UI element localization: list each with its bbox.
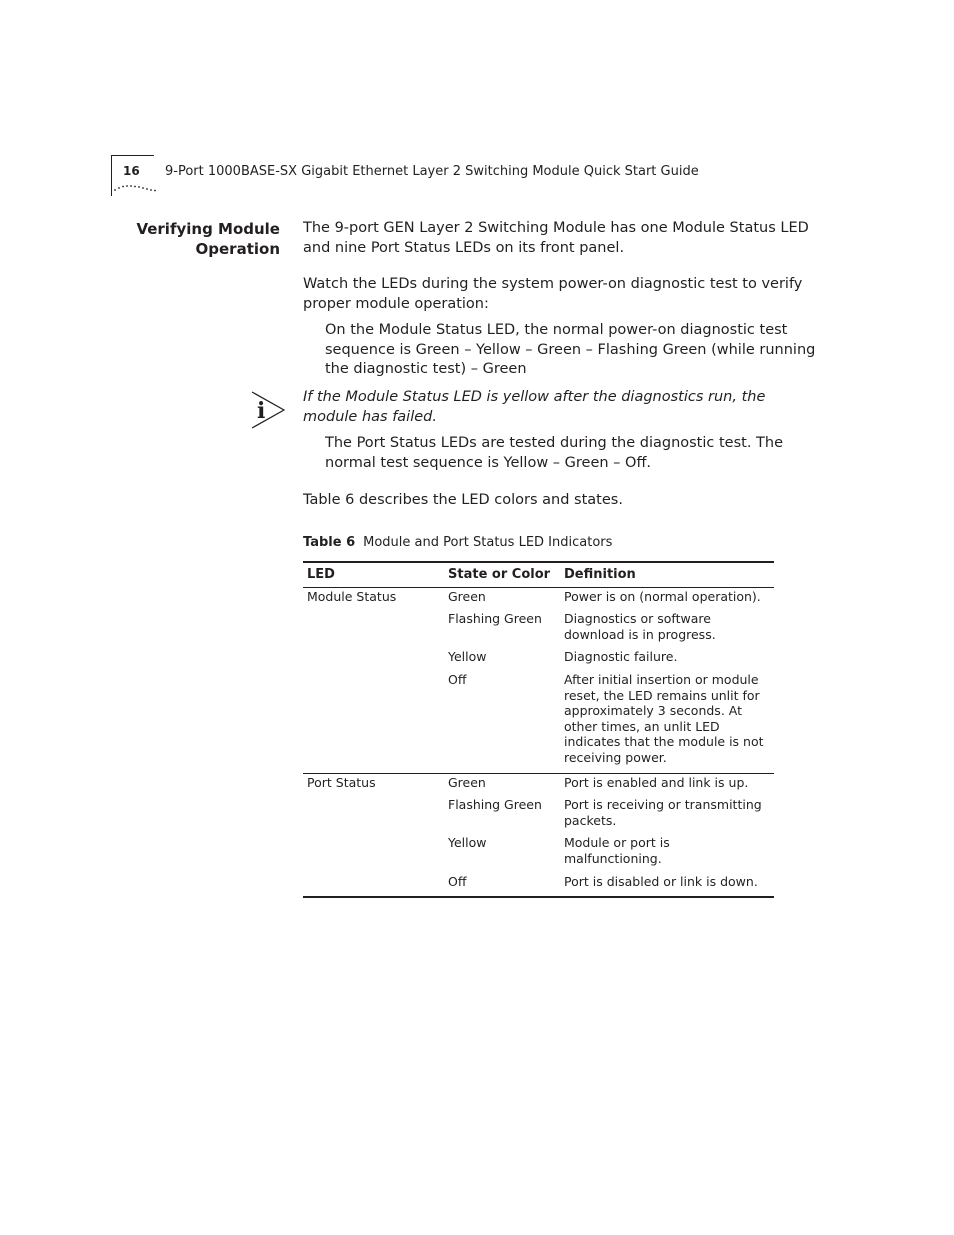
table-row	[303, 773, 774, 797]
table-cell: Green	[448, 774, 486, 790]
table-row	[303, 672, 774, 773]
table-cell: Module Status	[307, 588, 397, 604]
paragraph-intro: The 9-port GEN Layer 2 Switching Module has one Module Status LED and nine Port Status LEDs on its front panel.	[303, 220, 809, 256]
table-row	[303, 649, 774, 672]
page-number: 16	[123, 164, 140, 178]
table-cell: Port Status	[307, 774, 376, 790]
info-icon	[251, 391, 285, 429]
table-cell	[303, 835, 444, 873]
table-row	[303, 587, 774, 611]
table-caption	[303, 535, 612, 550]
table-cell: Port is enabled and link is up.	[564, 774, 749, 790]
header-rule-horizontal	[111, 155, 154, 156]
table-cell: Yellow	[448, 835, 487, 851]
header-dots-ornament	[114, 184, 156, 192]
table-cell: Off	[444, 874, 560, 898]
section-heading-line2: Operation	[195, 240, 280, 258]
table-cell: Port is receiving or transmitting packets.	[564, 797, 762, 828]
table-row	[303, 611, 774, 649]
table-cell: Module or port is malfunctioning.	[564, 835, 670, 866]
table-cell: Green	[448, 588, 486, 604]
table-header-cell: LED	[303, 562, 444, 587]
paragraph-port-status-sequence: The Port Status LEDs are tested during the diagnostic test. The normal test sequence is Yellow – Green – Off.	[325, 435, 784, 471]
running-title: 9-Port 1000BASE-SX Gigabit Ethernet Layer 2 Switching Module Quick Start Guide	[165, 164, 699, 179]
table-cell	[303, 672, 444, 773]
paragraph-module-status-sequence: On the Module Status LED, the normal power-on diagnostic test sequence is Green – Yellow – Green – Flashing Green (while running the diagnostic test) – Green	[325, 322, 816, 377]
table-header-cell: Definition	[560, 562, 774, 587]
table-header-row	[303, 562, 774, 587]
table-cell	[303, 611, 444, 649]
table-cell: Off	[444, 672, 560, 773]
table-caption-label: Table 6	[303, 535, 356, 550]
table-cell: Flashing Green	[448, 797, 542, 813]
header-rule-vertical	[111, 155, 112, 196]
table-cell	[303, 649, 444, 672]
svg-text:i: i	[257, 398, 266, 424]
paragraph-table-reference: Table 6 describes the LED colors and states.	[303, 492, 623, 508]
table-cell: Port is disabled or link is down.	[560, 874, 774, 898]
table-cell: Power is on (normal operation).	[564, 588, 761, 604]
table-row	[303, 835, 774, 873]
section-heading-line1: Verifying Module	[136, 220, 280, 238]
table-row	[303, 797, 774, 835]
table-row	[303, 874, 774, 898]
note-text: If the Module Status LED is yellow after the diagnostics run, the module has failed.	[303, 389, 766, 425]
table-cell: After initial insertion or module reset, the LED remains unlit for approximately 3 seconds. At other times, an unlit LED indicates that the module is not receiving power.	[560, 672, 774, 773]
paragraph-watch-leds: Watch the LEDs during the system power-on diagnostic test to verify proper module operation:	[303, 276, 803, 312]
table-cell: Flashing Green	[448, 611, 542, 627]
table-cell	[303, 874, 444, 898]
table-cell: Yellow	[448, 649, 487, 665]
led-indicator-table	[303, 561, 774, 898]
table-cell: Diagnostics or software download is in progress.	[564, 611, 716, 642]
table-cell	[303, 797, 444, 835]
section-heading	[120, 219, 280, 259]
table-caption-text: Module and Port Status LED Indicators	[363, 535, 613, 550]
table-cell: Diagnostic failure.	[564, 649, 678, 665]
table-header-cell: State or Color	[444, 562, 560, 587]
